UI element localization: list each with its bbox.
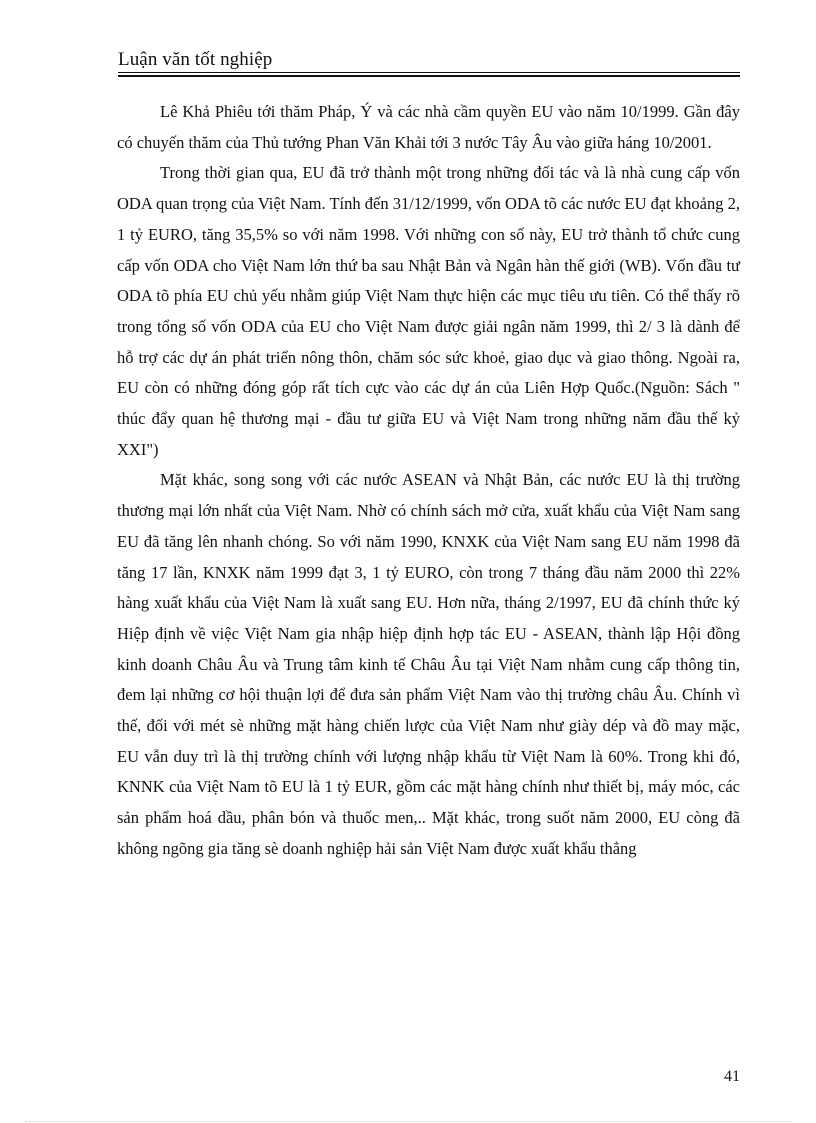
page-border (25, 1121, 791, 1122)
body-text (117, 97, 740, 865)
page-number: 41 (724, 1068, 740, 1085)
header-rule-thick (118, 75, 740, 77)
header-title: Luận văn tốt nghiệp (118, 49, 273, 70)
page-header (118, 49, 740, 75)
paragraph-1: Lê Khả Phiêu tới thăm Pháp, Ý và các nhà cầm quyền EU vào năm 10/1999. Gần đây có chuyến thăm của Thủ tướng Phan Văn Khải tới 3 nước Tây Âu vào giữa háng 10/2001. (117, 102, 740, 152)
paragraph-2: Trong thời gian qua, EU đã trở thành một trong những đối tác và là nhà cung cấp vốn ODA quan trọng của Việt Nam. Tính đến 31/12/1999, vốn ODA tõ các nước EU đạt khoảng 2, 1 tỷ EURO, tăng 35,5% so với năm 1998. Với những con số này, EU trở thành tổ chức cung cấp vốn ODA cho Việt Nam lớn thứ ba sau Nhật Bản và Ngân hàn thế giới (WB). Vốn đầu tư ODA tõ phía EU chủ yếu nhằm giúp Việt Nam thực hiện các mục tiêu ưu tiên. Có thể thấy rõ trong tổng số vốn ODA của EU cho Việt Nam được giải ngân năm 1999, thì 2/ 3 là dành để hỗ trợ các dự án phát triển nông thôn, chăm sóc sức khoẻ, giao dục và giao thông. Ngoài ra, EU còn có những đóng góp rất tích cực vào các dự án của Liên Hợp Quốc.(Nguồn: Sách " thúc đẩy quan hệ thương mại - đầu tư giữa EU và Việt Nam trong những năm đầu thế kỷ XXI") (117, 163, 740, 459)
header-rule (118, 72, 740, 73)
paragraph-3: Mặt khác, song song với các nước ASEAN và Nhật Bản, các nước EU là thị trường thương mại lớn nhất của Việt Nam. Nhờ có chính sách mở cửa, xuất khẩu của Việt Nam sang EU đã tăng lên nhanh chóng. So với năm 1990, KNXK của Việt Nam sang EU năm 1998 đã tăng 17 lần, KNXK năm 1999 đạt 3, 1 tỷ EURO, còn trong 7 tháng đầu năm 2000 thì 22% hàng xuất khẩu của Việt Nam là xuất sang EU. Hơn nữa, tháng 2/1997, EU đã chính thức ký Hiệp định về việc Việt Nam gia nhập hiệp định hợp tác EU - ASEAN, thành lập Hội đồng kinh doanh Châu Âu và Trung tâm kinh tế Châu Âu tại Việt Nam nhằm cung cấp thông tin, đem lại những cơ hội thuận lợi để đưa sản phẩm Việt Nam vào thị trường châu Âu. Chính vì thế, đối với mét sè những mặt hàng chiến lược của Việt Nam như giày dép và đồ may mặc, EU vẫn duy trì là thị trường chính với lượng nhập khẩu từ Việt Nam là 60%. Trong khi đó, KNNK của Việt Nam tõ EU là 1 tỷ EUR, gồm các mặt hàng chính như thiết bị, máy móc, các sản phẩm hoá dầu, phân bón và thuốc men,.. Mặt khác, trong suốt năm 2000, EU còng đã không ngõng gia tăng sè doanh nghiệp hải sản Việt Nam được xuất khẩu thẳng (117, 470, 740, 858)
